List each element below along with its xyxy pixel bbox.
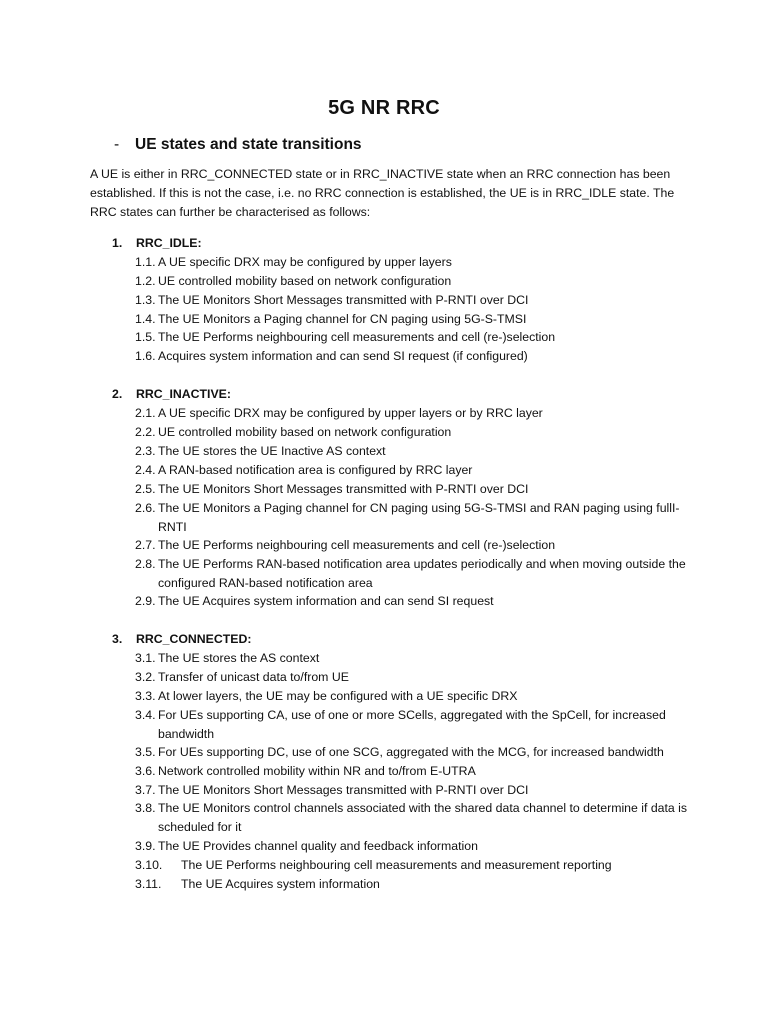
item-number: 2.4. (135, 463, 156, 477)
item-text: UE controlled mobility based on network configuration (158, 425, 452, 439)
list-item (135, 781, 695, 800)
intro-paragraph: A UE is either in RRC_CONNECTED state or in RRC_INACTIVE state when an RRC connection has been established. If this is not the case, i.e. no RRC connection is established, the UE is in RRC_IDLE state. The RRC states can further be characterised as follows: (90, 167, 675, 219)
section-number: 2. (112, 387, 123, 401)
list-item (135, 743, 695, 762)
item-number: 2.5. (135, 482, 156, 496)
item-text: The UE Performs neighbouring cell measurements and measurement reporting (181, 858, 612, 872)
list-item (135, 291, 695, 310)
section-number: 3. (112, 632, 123, 646)
item-text: The UE Performs neighbouring cell measurements and cell (re-)selection (158, 330, 556, 344)
section-heading-rrc-connected (112, 630, 251, 649)
list-item (135, 461, 695, 480)
list-item (135, 762, 695, 781)
item-number: 2.6. (135, 501, 156, 515)
item-number: 3.10. (135, 858, 163, 872)
list-item (135, 328, 695, 347)
item-text: A RAN-based notification area is configured by RRC layer (158, 463, 473, 477)
item-number: 3.4. (135, 708, 156, 722)
list-item (135, 856, 695, 875)
item-number: 1.4. (135, 312, 156, 326)
item-text: The UE stores the UE Inactive AS context (158, 444, 386, 458)
item-text: The UE Acquires system information and can send SI request (158, 594, 494, 608)
item-text: The UE Monitors Short Messages transmitted with P-RNTI over DCI (158, 482, 529, 496)
list-item (135, 423, 695, 442)
section-label: RRC_INACTIVE: (136, 387, 231, 401)
item-text: The UE Monitors a Paging channel for CN paging using 5G-S-TMSI and RAN paging using fullI-RNTI (158, 501, 680, 534)
item-text: The UE stores the AS context (158, 651, 320, 665)
item-text: The UE Performs RAN-based notification area updates periodically and when moving outside the configured RAN-based notification area (158, 557, 686, 590)
list-item (135, 536, 695, 555)
list-item (135, 687, 695, 706)
subheading-dash: - (114, 136, 120, 153)
item-number: 3.1. (135, 651, 156, 665)
list-item (135, 347, 695, 366)
item-text: At lower layers, the UE may be configured with a UE specific DRX (158, 689, 518, 703)
item-number: 1.2. (135, 274, 156, 288)
list-item (135, 310, 695, 329)
item-text: The UE Acquires system information (181, 877, 380, 891)
item-text: Transfer of unicast data to/from UE (158, 670, 349, 684)
item-text: The UE Monitors Short Messages transmitted with P-RNTI over DCI (158, 783, 529, 797)
item-number: 2.1. (135, 406, 156, 420)
item-number: 3.2. (135, 670, 156, 684)
item-number: 2.2. (135, 425, 156, 439)
list-item (135, 480, 695, 499)
item-number: 3.6. (135, 764, 156, 778)
list-item (135, 668, 695, 687)
list-item (135, 799, 695, 837)
item-text: For UEs supporting DC, use of one SCG, aggregated with the MCG, for increased bandwidth (158, 745, 664, 759)
item-text: UE controlled mobility based on network configuration (158, 274, 452, 288)
list-item (135, 499, 695, 537)
list-item (135, 706, 695, 744)
item-number: 3.5. (135, 745, 156, 759)
subheading-text: UE states and state transitions (135, 136, 362, 153)
item-number: 3.8. (135, 801, 156, 815)
list-item (135, 442, 695, 461)
list-item (135, 837, 695, 856)
item-text: Network controlled mobility within NR and to/from E-UTRA (158, 764, 476, 778)
item-text: The UE Monitors Short Messages transmitted with P-RNTI over DCI (158, 293, 529, 307)
item-number: 3.3. (135, 689, 156, 703)
section-subheading (114, 135, 362, 155)
item-text: Acquires system information and can send SI request (if configured) (158, 349, 528, 363)
item-number: 2.8. (135, 557, 156, 571)
section-heading-rrc-idle (112, 234, 202, 253)
item-number: 2.3. (135, 444, 156, 458)
item-number: 1.1. (135, 255, 156, 269)
section-label: RRC_CONNECTED: (136, 632, 252, 646)
list-item (135, 272, 695, 291)
list-item (135, 875, 695, 894)
item-text: The UE Monitors a Paging channel for CN paging using 5G-S-TMSI (158, 312, 527, 326)
list-item (135, 404, 695, 423)
item-text: The UE Provides channel quality and feedback information (158, 839, 478, 853)
section-heading-rrc-inactive (112, 385, 231, 404)
list-item (135, 555, 695, 593)
list-item (135, 253, 695, 272)
item-text: For UEs supporting CA, use of one or more SCells, aggregated with the SpCell, for increased bandwidth (158, 708, 666, 741)
item-text: The UE Monitors control channels associated with the shared data channel to determine if data is scheduled for it (158, 801, 688, 834)
item-text: A UE specific DRX may be configured by upper layers (158, 255, 452, 269)
list-item (135, 649, 695, 668)
section-number: 1. (112, 236, 123, 250)
item-text: The UE Performs neighbouring cell measurements and cell (re-)selection (158, 538, 556, 552)
item-number: 1.6. (135, 349, 156, 363)
item-number: 1.5. (135, 330, 156, 344)
item-number: 3.11. (135, 877, 162, 891)
item-number: 2.7. (135, 538, 156, 552)
page-title: 5G NR RRC (328, 97, 440, 119)
item-text: A UE specific DRX may be configured by upper layers or by RRC layer (158, 406, 543, 420)
item-number: 3.9. (135, 839, 156, 853)
item-number: 3.7. (135, 783, 156, 797)
section-label: RRC_IDLE: (136, 236, 202, 250)
item-number: 2.9. (135, 594, 156, 608)
item-number: 1.3. (135, 293, 156, 307)
list-item (135, 592, 695, 611)
